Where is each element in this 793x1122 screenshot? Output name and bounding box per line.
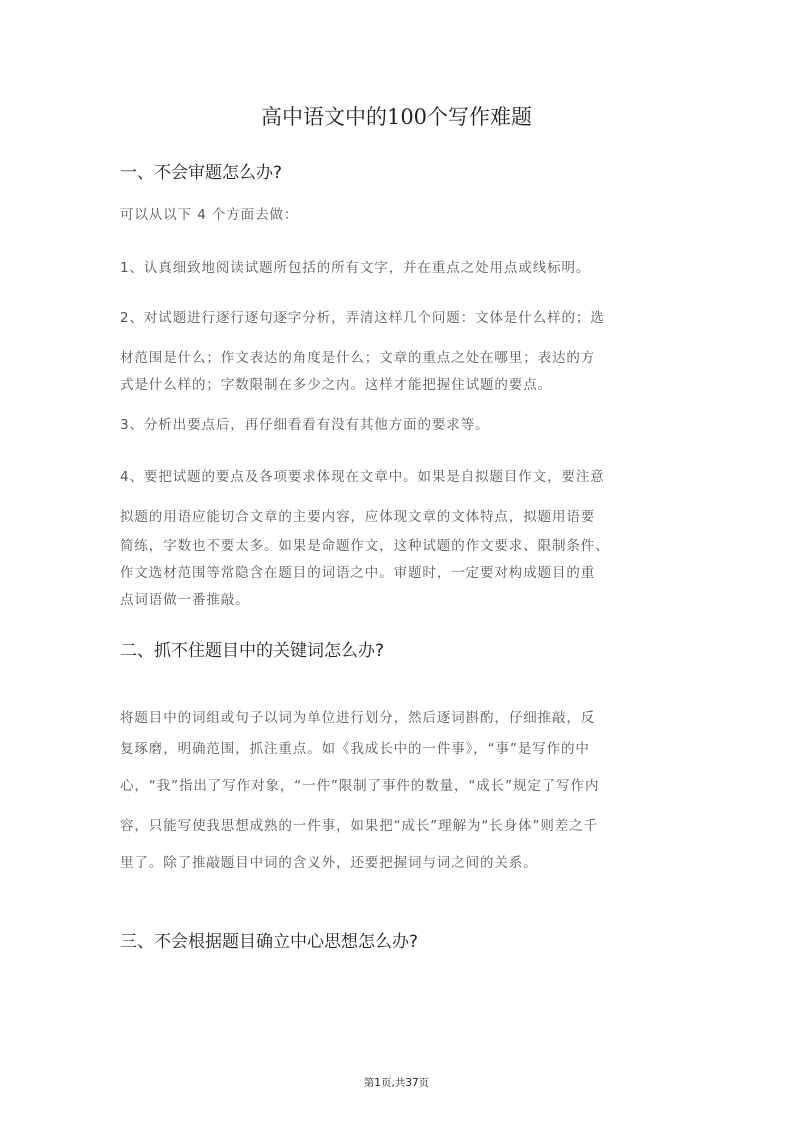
paragraph-line: 容，只能写使我思想成熟的一件事，如果把“成长”理解为“长身体”则差之千 — [120, 818, 598, 834]
section-1-item-2 — [120, 308, 676, 402]
paragraph-line: 3、分析出要点后，再仔细看看有没有其他方面的要求等。 — [120, 417, 490, 433]
paragraph-line: 材范围是什么；作文表达的角度是什么；文章的重点之处在哪里；表达的方 — [120, 350, 596, 366]
section-2-body — [120, 708, 676, 880]
paragraph-line: 1、认真细致地阅读试题所包括的所有文字，并在重点之处用点或线标明。 — [120, 260, 591, 276]
section-1-intro — [120, 205, 676, 225]
paragraph-line: 4、要把试题的要点及各项要求体现在文章中。如果是自拟题目作文，要注意 — [120, 469, 605, 485]
paragraph-line: 心，“我”指出了写作对象，“一件”限制了事件的数量，“成长”规定了写作内 — [120, 778, 600, 794]
paragraph-line: 式是什么样的；字数限制在多少之内。这样才能把握住试题的要点。 — [120, 377, 552, 393]
paragraph-line: 可以从以下 4 个方面去做： — [120, 207, 299, 223]
paragraph-line: 作文选材范围等常隐含在题目的词语之中。审题时，一定要对构成题目的重 — [120, 565, 596, 581]
paragraph-line: 点词语做一番推敲。 — [120, 592, 250, 608]
paragraph-line: 拟题的用语应能切合文章的主要内容，应体现文章的文体特点，拟题用语要 — [120, 509, 596, 525]
section-1-item-3 — [120, 415, 676, 435]
section-2-heading: 二、抓不住题目中的关键词怎么办? — [120, 641, 385, 661]
section-3-heading: 三、不会根据题目确立中心思想怎么办? — [120, 932, 419, 952]
paragraph-line: 复琢磨，明确范围，抓注重点。如《我成长中的一件事》，“事”是写作的中 — [120, 741, 590, 757]
paragraph-line: 将题目中的词组或句子以词为单位进行划分，然后逐词斟酌，仔细推敲，反 — [120, 710, 596, 726]
section-1-item-4 — [120, 467, 676, 617]
paragraph-line: 2、对试题进行逐行逐句逐字分析，弄清这样几个问题：文体是什么样的；选 — [120, 310, 605, 326]
page-title: 高中语文中的100个写作难题 — [260, 105, 533, 129]
section-1-item-1 — [120, 258, 676, 278]
page-number-footer: 第1页,共37页 — [363, 1077, 430, 1089]
paragraph-line: 里了。除了推敲题目中词的含义外，还要把握词与词之间的关系。 — [120, 855, 538, 871]
section-1-heading: 一、不会审题怎么办? — [120, 163, 283, 183]
paragraph-line: 简练，字数也不要太多。如果是命题作文，这种试题的作文要求、限制条件、 — [120, 538, 610, 554]
